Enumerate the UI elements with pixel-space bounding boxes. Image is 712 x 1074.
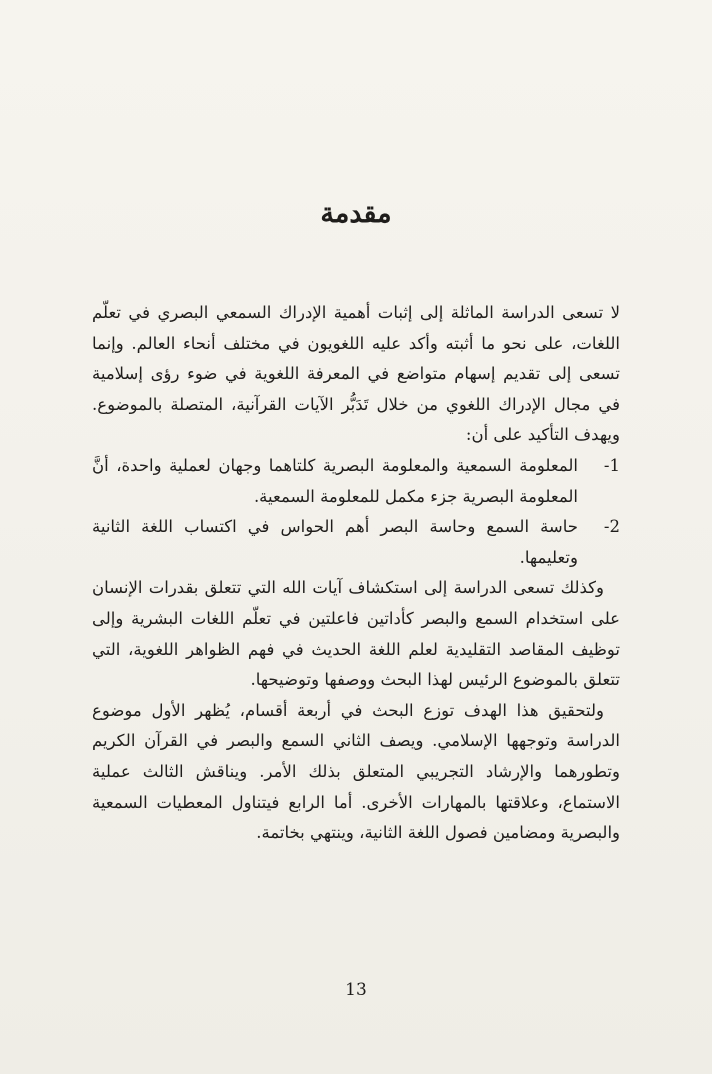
intro-paragraph: لا تسعى الدراسة الماثلة إلى إثبات أهمية الإدراك السمعي البصري في تعلّم اللغات، على نحو ما أثبته وأكد عليه اللغويون في مختلف أنحاء العالم. وإنما تسعى إلى تقديم إسهام متواضع في المعرفة اللغوية في ضوء رؤى إسلامية في مجال الإدراك اللغوي من خلال تَدَبُّر الآيات القرآنية، المتصلة بالموضوع. ويهدف التأكيد على أن: [92,303,620,445]
list-item-text: حاسة السمع وحاسة البصر أهم الحواس في اكتساب اللغة الثانية وتعليمها. [92,517,578,567]
list-item-number: 1- [603,455,620,475]
list-item-number: 2- [603,517,620,537]
body-text [92,298,620,849]
page-number: 13 [345,980,367,1000]
list-item-text: المعلومة السمعية والمعلومة البصرية كلتاهما وجهان لعملية واحدة، أنَّ المعلومة البصرية جزء مكمل للمعلومة السمعية. [92,455,578,506]
page-title: مقدمة [320,198,392,229]
paragraph-structure: ولتحقيق هذا الهدف توزع البحث في أربعة أقسام، يُظهر الأول موضوع الدراسة وتوجهها الإسلامي. ويصف الثاني السمع والبصر في القرآن الكريم وتطورهما والإرشاد التجريبي المتعلق بذلك الأمر. ويناقش الثالث عملية الاستماع، وعلاقتها بالمهارات الأخرى. أما الرابع فيتناول المعطيات السمعية والبصرية ومضامين فصول اللغة الثانية، وينتهي بخاتمة. [92,700,620,843]
list-item [92,512,620,573]
list-item [92,451,620,512]
paragraph-aims: وكذلك تسعى الدراسة إلى استكشاف آيات الله التي تتعلق بقدرات الإنسان على استخدام السمع والبصر كأداتين فاعلتين في تعلّم اللغات البشرية وإلى توظيف المقاصد التقليدية لعلم اللغة الحديث في فهم الظواهر اللغوية، التي تتعلق بالموضوع الرئيس لهذا البحث ووصفها وتوضيحها. [92,578,620,690]
